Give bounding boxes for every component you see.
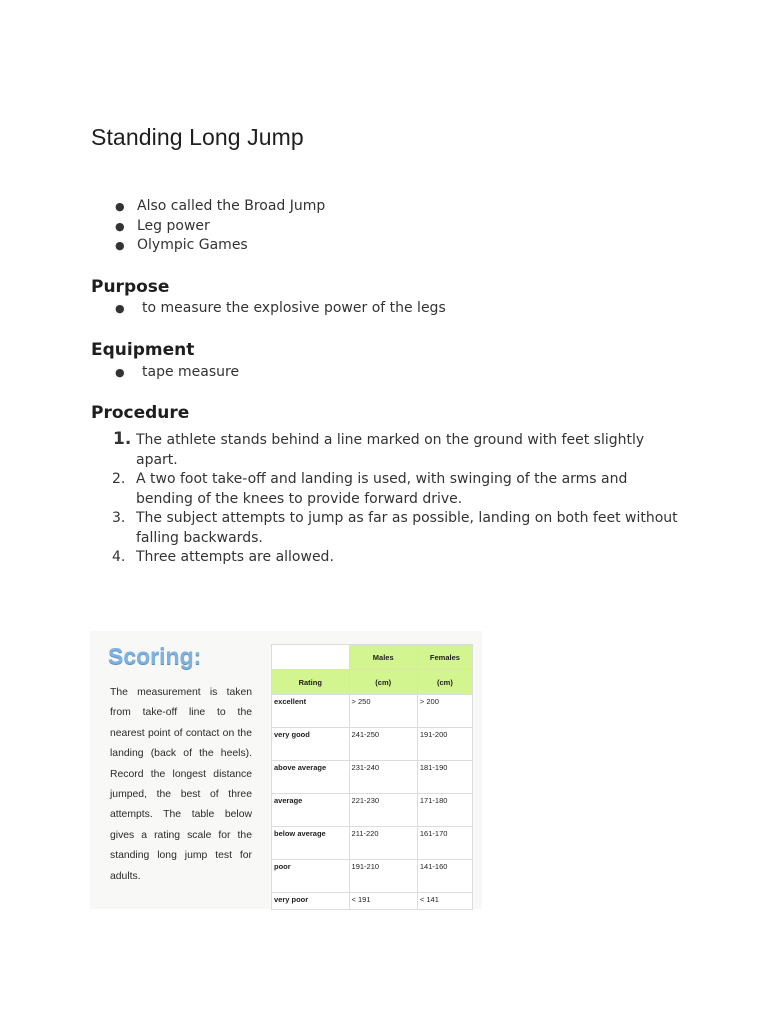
list-item	[115, 236, 325, 256]
table-row	[272, 794, 473, 827]
table-cell: average	[272, 794, 350, 827]
procedure-step	[110, 431, 680, 470]
table-header-cell: (cm)	[349, 670, 417, 695]
list-item-text: tape measure	[142, 364, 240, 380]
table-cell: 211-220	[349, 827, 417, 860]
table-cell: very good	[272, 728, 350, 761]
procedure-step	[110, 470, 680, 509]
list-item-text: Leg power	[137, 217, 210, 234]
table-cell: 231-240	[349, 761, 417, 794]
procedure-steps	[110, 431, 680, 568]
table-cell: 241-250	[349, 728, 417, 761]
table-cell: 171-180	[417, 794, 472, 827]
table-header-cell: Females	[417, 645, 472, 670]
equipment-heading: Equipment	[91, 340, 195, 360]
table-header-cell: Rating	[272, 670, 350, 695]
table-cell: below average	[272, 827, 350, 860]
purpose-heading: Purpose	[91, 277, 170, 297]
table-cell: > 250	[349, 695, 417, 728]
list-item	[115, 363, 239, 383]
bullet-icon: ●	[115, 219, 125, 233]
table-cell: > 200	[417, 695, 472, 728]
table-cell: excellent	[272, 695, 350, 728]
list-item	[115, 299, 446, 319]
bullet-icon: ●	[115, 200, 125, 213]
rating-table	[271, 644, 473, 910]
table-header-cell: Males	[349, 645, 417, 670]
table-cell: poor	[272, 860, 350, 893]
table-cell: above average	[272, 761, 350, 794]
step-text: Three attempts are allowed.	[136, 549, 334, 565]
bullet-icon: ●	[115, 366, 125, 379]
step-number: 1.	[113, 429, 132, 449]
table-header-cell: (cm)	[417, 670, 472, 695]
bullet-icon: ●	[115, 302, 125, 315]
table-row	[272, 728, 473, 761]
table-row	[272, 860, 473, 893]
table-cell: < 141	[417, 893, 472, 910]
scoring-image	[90, 631, 482, 909]
table-cell: very poor	[272, 893, 350, 910]
table-row	[272, 695, 473, 728]
table-header-row	[272, 645, 473, 670]
intro-list	[115, 197, 325, 256]
step-number: 4.	[112, 549, 126, 565]
scoring-title: Scoring:	[108, 643, 202, 669]
table-cell: 161-170	[417, 827, 472, 860]
table-cell: 181-190	[417, 761, 472, 794]
equipment-list	[115, 363, 239, 383]
list-item	[115, 197, 325, 217]
procedure-step	[110, 548, 680, 568]
list-item	[115, 217, 325, 237]
list-item-text: Also called the Broad Jump	[137, 198, 326, 214]
table-row	[272, 893, 473, 910]
scoring-description: The measurement is taken from take-off line to the nearest point of contact on the landing (back of the heels). Record the longest distance jumped, the best of three attempts. The table below gives a rating scale for the standing long jump test for adults.	[110, 687, 252, 882]
bullet-icon: ●	[115, 239, 125, 252]
table-cell: 191-210	[349, 860, 417, 893]
table-cell: 141-160	[417, 860, 472, 893]
table-cell: 191-200	[417, 728, 472, 761]
table-row	[272, 827, 473, 860]
step-number: 2.	[112, 471, 126, 487]
table-header-row	[272, 670, 473, 695]
table-row	[272, 761, 473, 794]
list-item-text: Olympic Games	[137, 237, 248, 253]
step-text: The subject attempts to jump as far as possible, landing on both feet without falling backwards.	[136, 510, 678, 546]
table-cell: 221-230	[349, 794, 417, 827]
table-header-cell	[272, 645, 350, 670]
page-title: Standing Long Jump	[91, 124, 304, 150]
step-text: The athlete stands behind a line marked on the ground with feet slightly apart.	[136, 432, 645, 468]
step-number: 3.	[112, 510, 126, 526]
purpose-list	[115, 299, 446, 319]
procedure-heading: Procedure	[91, 403, 190, 423]
table-cell: < 191	[349, 893, 417, 910]
procedure-step	[110, 509, 680, 548]
step-text: A two foot take-off and landing is used, with swinging of the arms and bending of the knees to provide forward drive.	[136, 471, 628, 507]
list-item-text: to measure the explosive power of the legs	[142, 300, 446, 316]
